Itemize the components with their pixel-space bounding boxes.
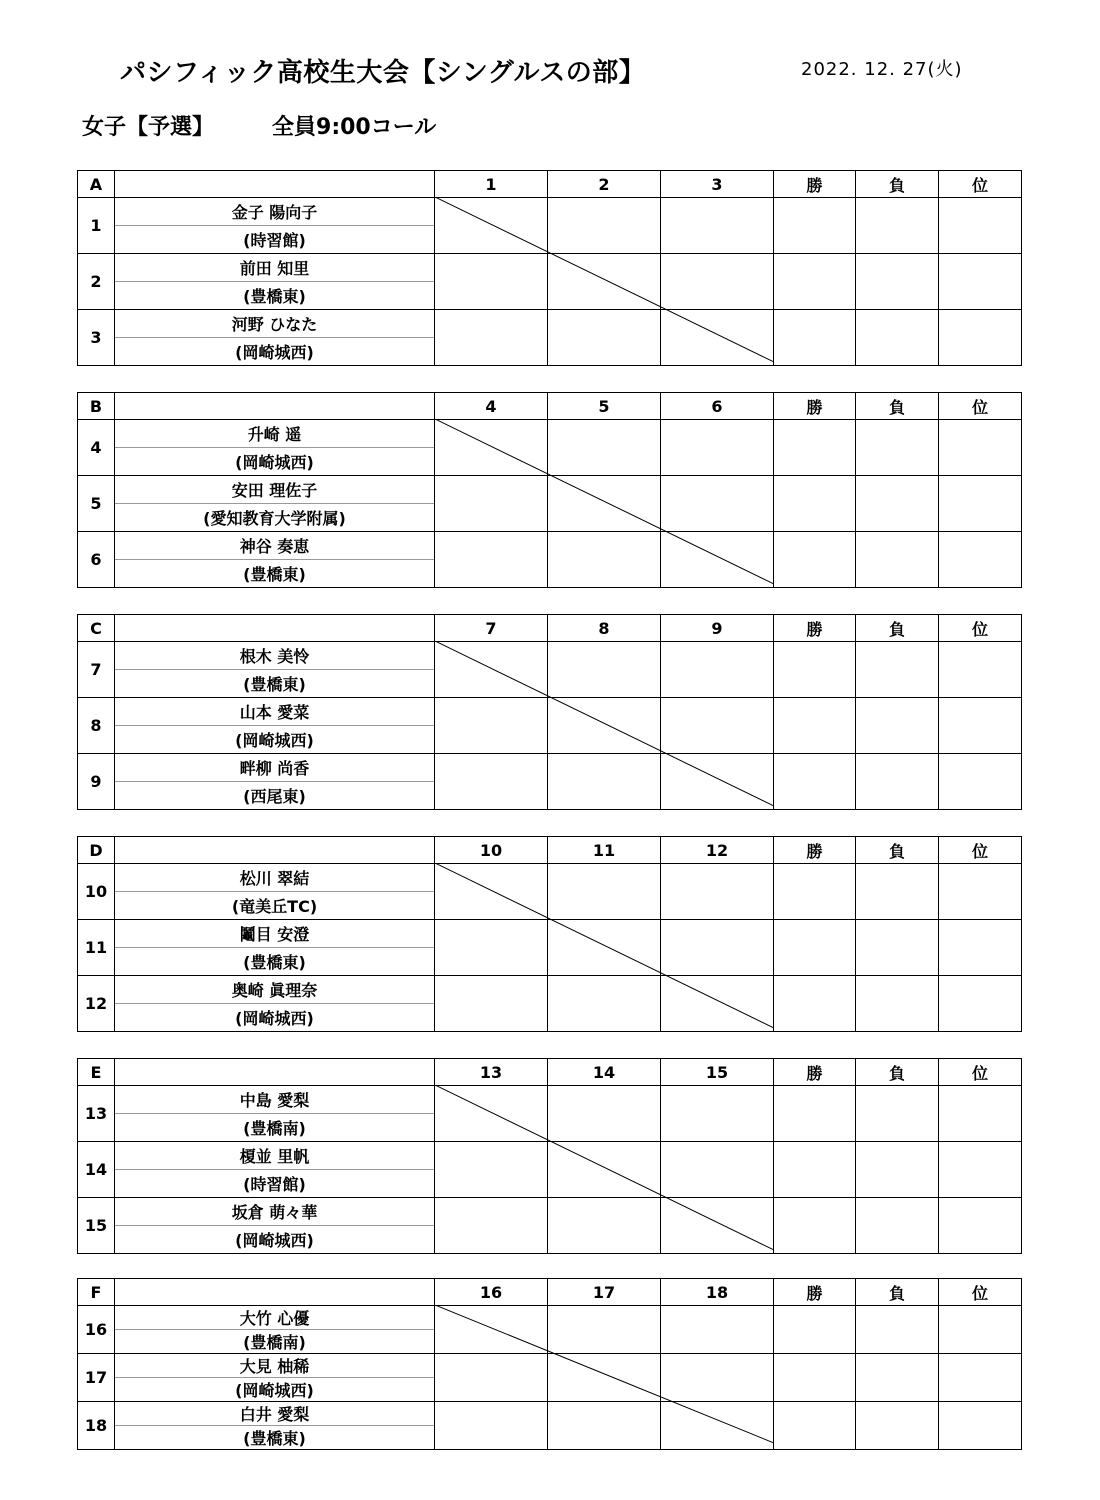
win-header: 勝: [774, 171, 856, 198]
group-label: F: [78, 1279, 115, 1306]
win-count-cell: [774, 1354, 856, 1402]
loss-header: 負: [856, 837, 939, 864]
player-number: 13: [78, 1086, 115, 1142]
player-column-header: [115, 1059, 435, 1086]
match-column-header: 6: [661, 393, 774, 420]
match-result-cell: [435, 1142, 548, 1198]
rank-cell: [939, 198, 1022, 254]
loss-header: 負: [856, 171, 939, 198]
player-number: 10: [78, 864, 115, 920]
rank-cell: [939, 1354, 1022, 1402]
win-count-cell: [774, 1402, 856, 1450]
loss-count-cell: [856, 976, 939, 1032]
match-result-cell: [548, 920, 661, 976]
player-number: 14: [78, 1142, 115, 1198]
rank-cell: [939, 698, 1022, 754]
player-name: 畔柳 尚香: [115, 754, 434, 782]
player-number: 6: [78, 532, 115, 588]
player-school: (岡崎城西): [235, 342, 314, 362]
group-table-f: [77, 1278, 1022, 1450]
division-heading: [82, 110, 436, 141]
player-cell: [115, 420, 435, 476]
player-cell: [115, 754, 435, 810]
win-header: 勝: [774, 1279, 856, 1306]
group-label: A: [78, 171, 115, 198]
player-school: (岡崎城西): [235, 1380, 314, 1400]
match-result-cell: [661, 864, 774, 920]
player-row: [78, 1402, 1022, 1450]
rank-cell: [939, 1306, 1022, 1354]
loss-count-cell: [856, 754, 939, 810]
match-result-cell: [435, 642, 548, 698]
page-title: パシフィック高校生大会【シングルスの部】: [120, 58, 646, 88]
player-number: 5: [78, 476, 115, 532]
player-cell: [115, 698, 435, 754]
win-header: 勝: [774, 1059, 856, 1086]
loss-count-cell: [856, 920, 939, 976]
player-row: [78, 1198, 1022, 1254]
win-count-cell: [774, 642, 856, 698]
match-result-cell: [661, 1306, 774, 1354]
player-number: 11: [78, 920, 115, 976]
player-cell: [115, 864, 435, 920]
player-column-header: [115, 1279, 435, 1306]
player-school: (豊橋南): [243, 1118, 306, 1138]
loss-count-cell: [856, 310, 939, 366]
match-result-cell: [661, 1402, 774, 1450]
player-number: 3: [78, 310, 115, 366]
match-result-cell: [548, 642, 661, 698]
rank-cell: [939, 1402, 1022, 1450]
player-number: 8: [78, 698, 115, 754]
win-count-cell: [774, 754, 856, 810]
group-table-d: [77, 836, 1022, 1032]
group-table-a: [77, 170, 1022, 366]
group-label: C: [78, 615, 115, 642]
player-name: 中島 愛梨: [115, 1086, 434, 1114]
match-result-cell: [661, 754, 774, 810]
rank-cell: [939, 1086, 1022, 1142]
player-name: 山本 愛菜: [115, 698, 434, 726]
player-cell: [115, 1354, 435, 1402]
match-column-header: 9: [661, 615, 774, 642]
player-row: [78, 476, 1022, 532]
match-result-cell: [435, 754, 548, 810]
player-row: [78, 698, 1022, 754]
match-result-cell: [435, 532, 548, 588]
match-result-cell: [548, 1402, 661, 1450]
player-number: 16: [78, 1306, 115, 1354]
rank-header: 位: [939, 171, 1022, 198]
player-row: [78, 754, 1022, 810]
match-column-header: 1: [435, 171, 548, 198]
player-row: [78, 254, 1022, 310]
player-name: 前田 知里: [115, 254, 434, 282]
win-header: 勝: [774, 393, 856, 420]
loss-count-cell: [856, 254, 939, 310]
player-name: 白井 愛梨: [115, 1402, 434, 1426]
player-cell: [115, 976, 435, 1032]
player-school: (愛知教育大学附属): [203, 508, 346, 528]
match-result-cell: [548, 1306, 661, 1354]
loss-count-cell: [856, 1142, 939, 1198]
win-count-cell: [774, 698, 856, 754]
match-result-cell: [435, 198, 548, 254]
match-result-cell: [661, 420, 774, 476]
loss-count-cell: [856, 476, 939, 532]
player-name: 升崎 遥: [115, 420, 434, 448]
player-school: (岡崎城西): [235, 452, 314, 472]
win-count-cell: [774, 976, 856, 1032]
match-column-header: 8: [548, 615, 661, 642]
player-row: [78, 1086, 1022, 1142]
loss-count-cell: [856, 1402, 939, 1450]
loss-count-cell: [856, 198, 939, 254]
group-label: B: [78, 393, 115, 420]
player-name: 神谷 奏恵: [115, 532, 434, 560]
match-result-cell: [548, 476, 661, 532]
rank-cell: [939, 1142, 1022, 1198]
player-row: [78, 1306, 1022, 1354]
player-name: 河野 ひなた: [115, 310, 434, 338]
player-cell: [115, 310, 435, 366]
match-result-cell: [435, 476, 548, 532]
loss-header: 負: [856, 1059, 939, 1086]
match-result-cell: [661, 532, 774, 588]
player-number: 2: [78, 254, 115, 310]
player-column-header: [115, 393, 435, 420]
player-school: (豊橋東): [243, 952, 306, 972]
player-name: 根木 美怜: [115, 642, 434, 670]
loss-header: 負: [856, 393, 939, 420]
player-name: 奥崎 眞理奈: [115, 976, 434, 1004]
player-school: (竜美丘TC): [231, 896, 318, 916]
player-row: [78, 1142, 1022, 1198]
match-result-cell: [435, 310, 548, 366]
player-number: 12: [78, 976, 115, 1032]
player-school: (豊橋東): [243, 564, 306, 584]
player-cell: [115, 642, 435, 698]
match-column-header: 10: [435, 837, 548, 864]
win-count-cell: [774, 476, 856, 532]
match-result-cell: [661, 254, 774, 310]
win-count-cell: [774, 532, 856, 588]
match-result-cell: [661, 1198, 774, 1254]
loss-count-cell: [856, 1306, 939, 1354]
loss-count-cell: [856, 1086, 939, 1142]
player-name: 榎並 里帆: [115, 1142, 434, 1170]
win-count-cell: [774, 1198, 856, 1254]
match-column-header: 7: [435, 615, 548, 642]
win-header: 勝: [774, 837, 856, 864]
player-cell: [115, 1198, 435, 1254]
player-name: 安田 理佐子: [115, 476, 434, 504]
player-school: (岡崎城西): [235, 1230, 314, 1250]
division-label: 女子【予選】: [82, 115, 215, 140]
win-count-cell: [774, 864, 856, 920]
match-column-header: 13: [435, 1059, 548, 1086]
player-cell: [115, 1142, 435, 1198]
match-column-header: 16: [435, 1279, 548, 1306]
match-column-header: 14: [548, 1059, 661, 1086]
player-cell: [115, 920, 435, 976]
match-result-cell: [661, 642, 774, 698]
match-column-header: 5: [548, 393, 661, 420]
loss-count-cell: [856, 420, 939, 476]
player-number: 18: [78, 1402, 115, 1450]
rank-cell: [939, 420, 1022, 476]
group-table-e: [77, 1058, 1022, 1254]
match-result-cell: [661, 976, 774, 1032]
rank-cell: [939, 754, 1022, 810]
match-result-cell: [661, 198, 774, 254]
win-count-cell: [774, 198, 856, 254]
rank-cell: [939, 254, 1022, 310]
player-cell: [115, 198, 435, 254]
player-school: (豊橋南): [243, 1332, 306, 1352]
match-result-cell: [435, 1198, 548, 1254]
rank-header: 位: [939, 837, 1022, 864]
rank-header: 位: [939, 615, 1022, 642]
player-column-header: [115, 615, 435, 642]
player-row: [78, 532, 1022, 588]
win-count-cell: [774, 1086, 856, 1142]
rank-cell: [939, 976, 1022, 1032]
player-name: 大竹 心優: [115, 1306, 434, 1330]
match-result-cell: [435, 920, 548, 976]
match-result-cell: [548, 698, 661, 754]
player-row: [78, 198, 1022, 254]
loss-count-cell: [856, 698, 939, 754]
player-school: (時習館): [243, 1174, 306, 1194]
match-column-header: 2: [548, 171, 661, 198]
win-header: 勝: [774, 615, 856, 642]
win-count-cell: [774, 420, 856, 476]
player-number: 17: [78, 1354, 115, 1402]
win-count-cell: [774, 310, 856, 366]
player-school: (岡崎城西): [235, 1008, 314, 1028]
match-result-cell: [661, 1354, 774, 1402]
player-row: [78, 976, 1022, 1032]
player-row: [78, 642, 1022, 698]
loss-count-cell: [856, 1198, 939, 1254]
loss-header: 負: [856, 1279, 939, 1306]
player-cell: [115, 532, 435, 588]
player-row: [78, 1354, 1022, 1402]
match-result-cell: [548, 198, 661, 254]
rank-header: 位: [939, 393, 1022, 420]
match-result-cell: [435, 976, 548, 1032]
match-result-cell: [435, 1354, 548, 1402]
match-result-cell: [435, 864, 548, 920]
match-result-cell: [661, 1142, 774, 1198]
loss-count-cell: [856, 1354, 939, 1402]
match-result-cell: [435, 698, 548, 754]
win-count-cell: [774, 254, 856, 310]
player-cell: [115, 1086, 435, 1142]
player-cell: [115, 1402, 435, 1450]
match-result-cell: [548, 976, 661, 1032]
player-school: (豊橋東): [243, 1428, 306, 1448]
match-result-cell: [435, 254, 548, 310]
player-cell: [115, 476, 435, 532]
match-result-cell: [548, 420, 661, 476]
match-result-cell: [661, 920, 774, 976]
group-table-c: [77, 614, 1022, 810]
player-column-header: [115, 171, 435, 198]
player-row: [78, 864, 1022, 920]
player-column-header: [115, 837, 435, 864]
player-number: 9: [78, 754, 115, 810]
match-result-cell: [548, 1198, 661, 1254]
player-number: 7: [78, 642, 115, 698]
player-cell: [115, 254, 435, 310]
player-school: (西尾東): [243, 786, 306, 806]
match-column-header: 15: [661, 1059, 774, 1086]
match-result-cell: [548, 1142, 661, 1198]
match-result-cell: [548, 864, 661, 920]
player-school: (豊橋東): [243, 286, 306, 306]
loss-count-cell: [856, 642, 939, 698]
loss-count-cell: [856, 532, 939, 588]
rank-cell: [939, 476, 1022, 532]
player-name: 金子 陽向子: [115, 198, 434, 226]
rank-header: 位: [939, 1279, 1022, 1306]
match-result-cell: [661, 1086, 774, 1142]
event-date: 2022. 12. 27(火): [801, 59, 963, 80]
match-result-cell: [548, 310, 661, 366]
rank-cell: [939, 532, 1022, 588]
match-column-header: 18: [661, 1279, 774, 1306]
rank-cell: [939, 864, 1022, 920]
player-school: (豊橋東): [243, 674, 306, 694]
match-result-cell: [548, 1354, 661, 1402]
match-result-cell: [548, 1086, 661, 1142]
player-row: [78, 310, 1022, 366]
player-name: 鬮目 安澄: [115, 920, 434, 948]
group-table-b: [77, 392, 1022, 588]
match-result-cell: [435, 1086, 548, 1142]
player-school: (岡崎城西): [235, 730, 314, 750]
match-result-cell: [435, 1306, 548, 1354]
player-name: 松川 翠結: [115, 864, 434, 892]
player-name: 坂倉 萌々華: [115, 1198, 434, 1226]
rank-cell: [939, 1198, 1022, 1254]
player-number: 15: [78, 1198, 115, 1254]
player-row: [78, 920, 1022, 976]
rank-cell: [939, 920, 1022, 976]
rank-cell: [939, 310, 1022, 366]
loss-count-cell: [856, 864, 939, 920]
player-number: 4: [78, 420, 115, 476]
match-result-cell: [435, 1402, 548, 1450]
match-column-header: 17: [548, 1279, 661, 1306]
group-label: E: [78, 1059, 115, 1086]
win-count-cell: [774, 920, 856, 976]
player-school: (時習館): [243, 230, 306, 250]
match-result-cell: [435, 420, 548, 476]
match-result-cell: [661, 698, 774, 754]
player-number: 1: [78, 198, 115, 254]
match-column-header: 3: [661, 171, 774, 198]
match-result-cell: [661, 476, 774, 532]
match-result-cell: [548, 754, 661, 810]
match-column-header: 12: [661, 837, 774, 864]
player-cell: [115, 1306, 435, 1354]
player-row: [78, 420, 1022, 476]
match-column-header: 11: [548, 837, 661, 864]
win-count-cell: [774, 1142, 856, 1198]
match-result-cell: [548, 532, 661, 588]
rank-header: 位: [939, 1059, 1022, 1086]
call-time: 全員9:00コール: [272, 115, 437, 140]
group-label: D: [78, 837, 115, 864]
match-column-header: 4: [435, 393, 548, 420]
match-result-cell: [548, 254, 661, 310]
rank-cell: [939, 642, 1022, 698]
match-result-cell: [661, 310, 774, 366]
player-name: 大見 柚稀: [115, 1354, 434, 1378]
win-count-cell: [774, 1306, 856, 1354]
loss-header: 負: [856, 615, 939, 642]
